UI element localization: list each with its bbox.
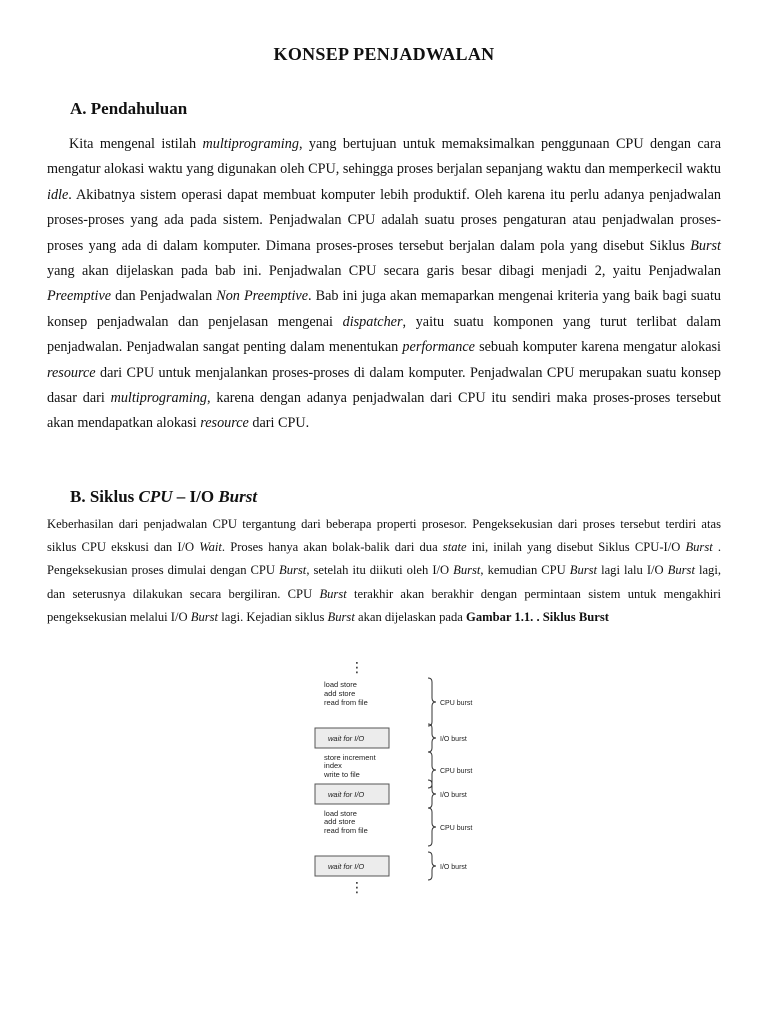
text-run: dan Penjadwalan bbox=[111, 288, 217, 305]
text-run: Burst bbox=[690, 237, 721, 254]
cpu-instruction-text: load store bbox=[324, 809, 357, 818]
text-run: – I/O bbox=[172, 487, 219, 506]
text-run: ini, inilah yang disebut Siklus CPU-I/O bbox=[466, 540, 686, 555]
text-run: , kemudian CPU bbox=[480, 563, 570, 578]
text-run: , setelah itu diikuti oleh I/O bbox=[306, 563, 454, 578]
text-run: lagi, dan seterusnya dilakukan secara bergiliran. CPU bbox=[47, 563, 721, 601]
text-run: lagi. Kejadian siklus bbox=[218, 609, 328, 624]
burst-label: CPU burst bbox=[440, 825, 473, 832]
text-run: Burst bbox=[279, 563, 307, 578]
text-run: , yaitu suatu komponen yang turut terlibat dalam penjadwalan. Penjadwalan sangat penting dalam menentukan bbox=[47, 313, 721, 356]
wait-for-io-label: wait for I/O bbox=[328, 790, 365, 799]
burst-label: I/O burst bbox=[440, 864, 467, 871]
text-run: Burst bbox=[453, 563, 481, 578]
text-run: akan dijelaskan pada bbox=[354, 609, 467, 624]
text-run: multiprograming bbox=[110, 390, 208, 407]
ellipsis-bottom: ⋮ bbox=[350, 879, 364, 895]
text-run: dari CPU. bbox=[248, 415, 310, 432]
text-run: Gambar 1.1. . Siklus Burst bbox=[466, 609, 609, 624]
burst-brace bbox=[428, 724, 436, 752]
cpu-instruction-text: read from file bbox=[324, 698, 368, 707]
text-run: Keberhasilan dari penjadwalan CPU tergantung dari beberapa properti prosesor. Pengeksekusian dari proses tersebut terdiri atas siklus CPU ekskusi dan I/O bbox=[47, 517, 721, 555]
text-run: , karena dengan adanya penjadwalan dari CPU itu sendiri maka proses-proses tersebut akan mendapatkan alokasi bbox=[47, 390, 721, 432]
text-run: Wait bbox=[199, 540, 222, 555]
burst-brace bbox=[428, 678, 436, 726]
burst-brace bbox=[428, 852, 436, 880]
section-b-heading bbox=[70, 487, 257, 507]
text-run: . Bab ini juga akan memaparkan mengenai kriteria yang baik bagi suatu konsep penjadwalan dan penjelasan mengenai bbox=[47, 288, 721, 330]
cpu-instruction-text: add store bbox=[324, 817, 356, 826]
cpu-instruction-text: add store bbox=[324, 689, 356, 698]
text-run: B. Siklus bbox=[70, 487, 139, 506]
text-run: Burst bbox=[190, 609, 219, 624]
text-run: Non Preemptive bbox=[216, 288, 309, 305]
burst-label: I/O burst bbox=[440, 792, 467, 799]
text-run: idle bbox=[47, 186, 69, 203]
text-run: lagi lalu I/O bbox=[597, 563, 668, 578]
page-title: KONSEP PENJADWALAN bbox=[273, 44, 495, 64]
text-run: CPU bbox=[138, 487, 173, 506]
text-run: sebuah komputer karena mengatur alokasi bbox=[474, 339, 721, 356]
text-run: Preemptive bbox=[47, 288, 112, 305]
text-run: terakhir akan berakhir dengan permintaan sistem untuk mengakhiri pengeksekusian melalui I/O bbox=[47, 586, 721, 624]
text-run: Burst bbox=[327, 609, 355, 624]
cpu-instruction-text: load store bbox=[324, 680, 357, 689]
section-a-heading: A. Pendahuluan bbox=[70, 99, 188, 118]
burst-brace bbox=[428, 808, 436, 846]
text-run: , yang bertujuan untuk memaksimalkan penggunaan CPU dengan cara mengatur alokasi waktu yang digunakan oleh CPU, sehingga proses berjalan sepanjang waktu dan memperkecil waktu bbox=[47, 136, 721, 178]
text-run: . Pengeksekusian proses dimulai dengan CPU bbox=[47, 540, 722, 578]
text-run: Burst bbox=[685, 540, 713, 555]
text-run: . Akibatnya sistem operasi dapat membuat komputer lebih produktif. Oleh karena itu perlu adanya penjadwalan proses-proses yang ada pada sistem. Penjadwalan CPU adalah suatu proses pengaturan atau penjadwalan proses-proses yang ada di dalam komputer. Dimana proses-proses tersebut berjalan dalam pola yang disebut Siklus bbox=[47, 186, 721, 254]
text-run: state bbox=[442, 540, 467, 555]
burst-label: I/O burst bbox=[440, 736, 467, 743]
wait-for-io-label: wait for I/O bbox=[328, 862, 365, 871]
cpu-instruction-text: store increment bbox=[324, 753, 376, 762]
cpu-instruction-text: index bbox=[324, 761, 342, 770]
burst-brace bbox=[428, 780, 436, 808]
burst-label: CPU burst bbox=[440, 700, 473, 707]
text-run: multiprograming bbox=[202, 136, 299, 152]
text-run: Burst bbox=[218, 487, 258, 506]
text-run: dispatcher bbox=[342, 313, 403, 330]
burst-label: CPU burst bbox=[440, 768, 473, 775]
cpu-io-burst-figure bbox=[300, 658, 500, 898]
text-run: Burst bbox=[667, 563, 695, 578]
text-run: . Proses hanya akan bolak-balik dari dua bbox=[221, 540, 443, 555]
text-run: Burst bbox=[569, 563, 598, 578]
text-run: yang akan dijelaskan pada bab ini. Penjadwalan CPU secara garis besar dibagi menjadi 2, yaitu Penjadwalan bbox=[47, 263, 721, 280]
text-run: resource bbox=[200, 415, 249, 432]
cpu-instruction-text: read from file bbox=[324, 826, 368, 835]
text-run: resource bbox=[47, 364, 96, 381]
section-b-paragraph bbox=[47, 513, 721, 629]
ellipsis-top: ⋮ bbox=[350, 659, 364, 675]
wait-for-io-label: wait for I/O bbox=[328, 734, 365, 743]
text-run: Burst bbox=[319, 586, 347, 601]
text-run: performance bbox=[402, 339, 475, 356]
text-run: Kita mengenal istilah bbox=[69, 136, 203, 152]
cpu-instruction-text: write to file bbox=[324, 770, 360, 779]
section-a-paragraph bbox=[47, 132, 721, 437]
text-run: dari CPU untuk menjalankan proses-proses di dalam komputer. Penjadwalan CPU merupakan suatu konsep dasar dari bbox=[47, 364, 721, 407]
